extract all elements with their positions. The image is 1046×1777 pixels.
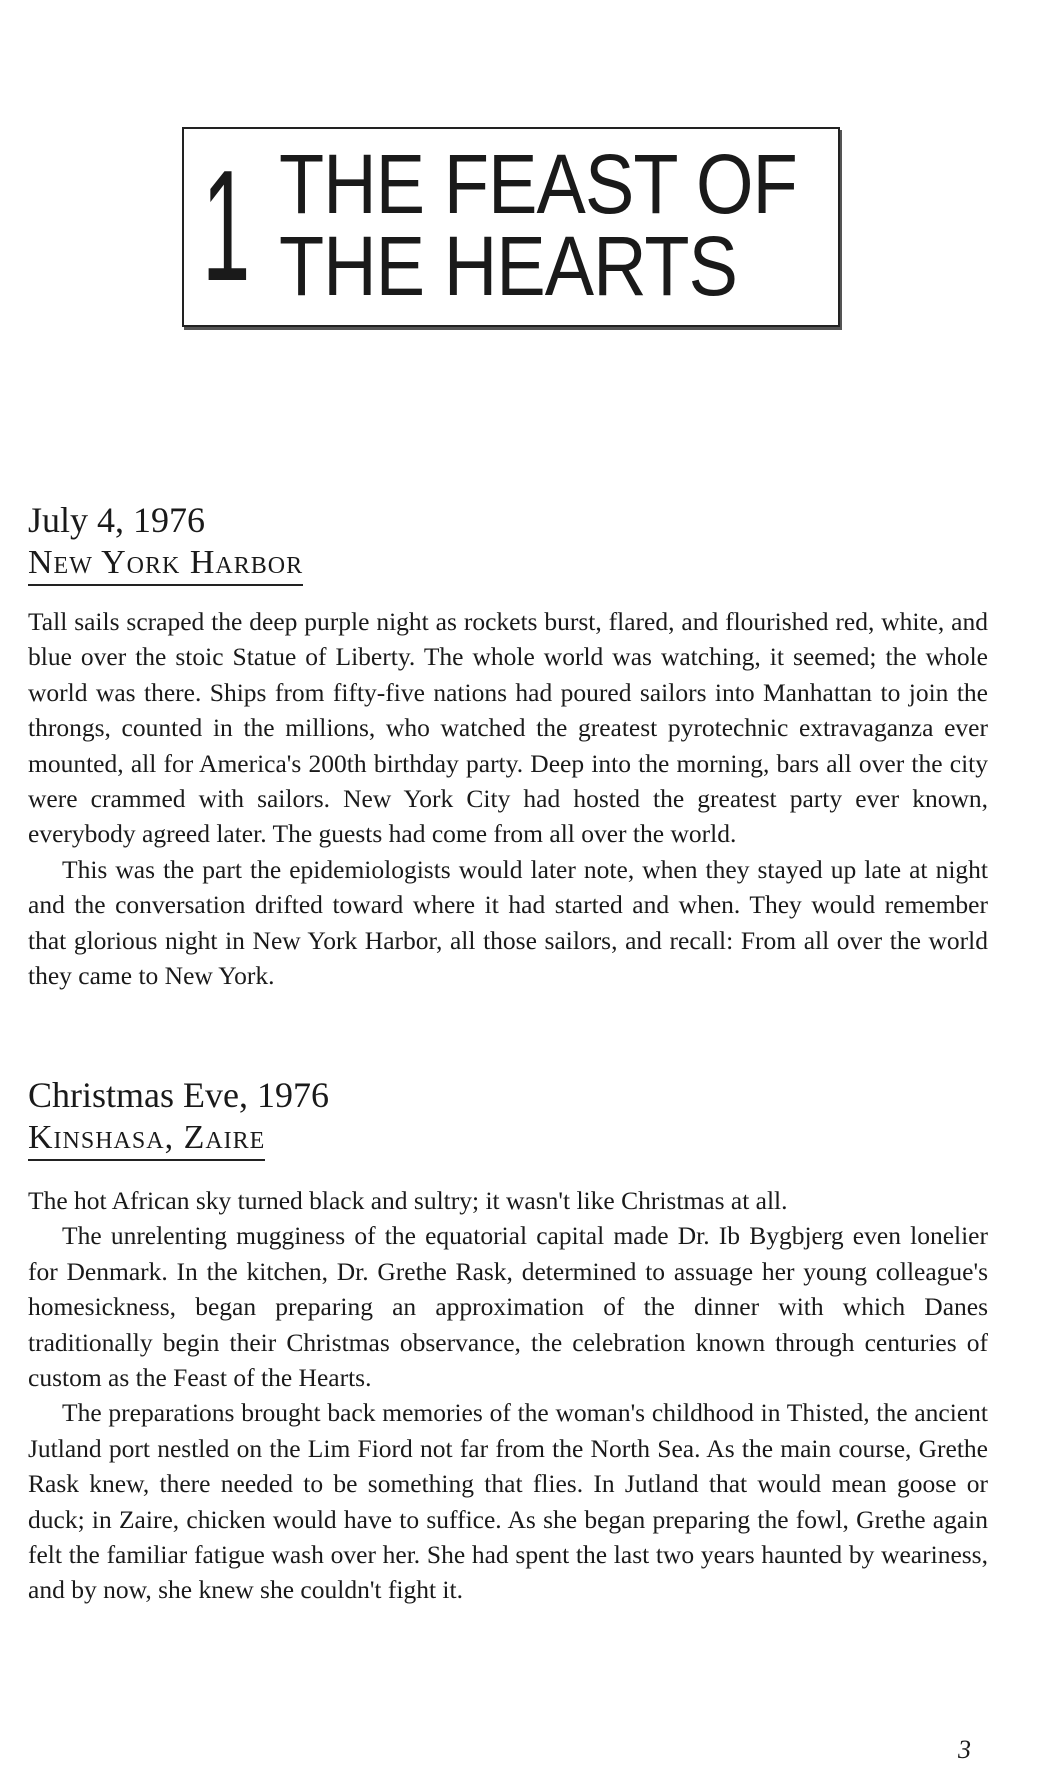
section-kinshasa: [28, 1075, 988, 1608]
chapter-title-line-1: THE FEAST OF: [279, 137, 797, 231]
paragraph: The unrelenting mugginess of the equatorial capital made Dr. Ib Bygbjerg even lonelier for Denmark. In the kitchen, Dr. Grethe Rask, determined to assuage her young colleague's homesickness, began preparing an approximation of the dinner with which Danes traditionally begin their Christmas observance, the celebration known through centuries of custom as the Feast of the Hearts.: [28, 1221, 988, 1393]
paragraph: The preparations brought back memories of the woman's childhood in Thisted, the ancient Jutland port nestled on the Lim Fiord not far from the North Sea. As the main course, Grethe Rask knew, there needed to be something that flies. In Jutland that would mean goose or duck; in Zaire, chicken would have to suffice. As she began preparing the fowl, Grethe again felt the familiar fatigue wash over her. She had spent the last two years haunted by weariness, and by now, she knew she couldn't fight it.: [28, 1398, 988, 1605]
section-place: Kinshasa, Zaire: [28, 1119, 265, 1161]
section-place: New York Harbor: [28, 544, 303, 586]
chapter-title-line-2: THE HEARTS: [279, 219, 738, 313]
chapter-title: [279, 137, 797, 313]
section-body: [28, 604, 988, 993]
section-date: July 4, 1976: [28, 500, 206, 540]
section-new-york: [28, 500, 988, 993]
paragraph: The hot African sky turned black and sultry; it wasn't like Christmas at all.: [28, 1186, 788, 1215]
paragraph: This was the part the epidemiologists would later note, when they stayed up late at night and the conversation drifted toward where it had started and when. They would remember that glorious night in New York Harbor, all those sailors, and recall: From all over the world they came to New York.: [28, 854, 988, 991]
section-body: [28, 1183, 988, 1608]
section-date: Christmas Eve, 1976: [28, 1075, 329, 1115]
chapter-heading-box: [182, 127, 840, 327]
page-number: 3: [958, 1735, 971, 1764]
paragraph: Tall sails scraped the deep purple night as rockets burst, flared, and flourished red, white, and blue over the stoic Statue of Liberty. The whole world was watching, it seemed; the whole world was there. Ships from fifty-five nations had poured sailors into Manhattan to join the throngs, counted in the millions, who watched the greatest pyrotechnic extravaganza ever mounted, all for America's 200th birthday party. Deep into the morning, bars all over the city were crammed with sailors. New York City had hosted the greatest party ever known, everybody agreed later. The guests had come from all over the world.: [28, 607, 988, 849]
chapter-number: 1: [202, 138, 251, 314]
